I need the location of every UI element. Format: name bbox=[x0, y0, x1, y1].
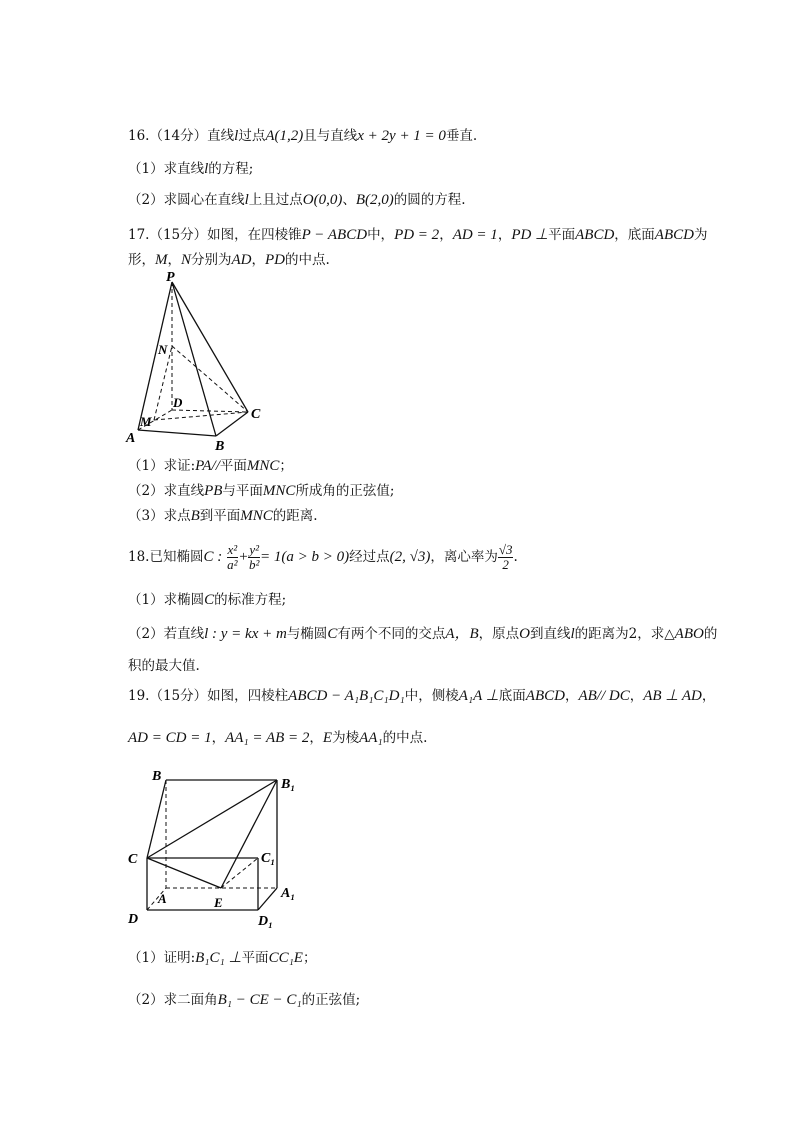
q16-part2: （2）求圆心在直线l上且过点O(0,0)、B(2,0)的圆的方程. bbox=[128, 192, 466, 208]
q16-part1: （1）求直线l的方程; bbox=[128, 161, 254, 177]
edge-bc bbox=[216, 412, 248, 436]
label-d: D bbox=[173, 395, 183, 410]
fraction-x2-a2: $\frac{\text{x²}}{\text{a²}}$ bbox=[227, 542, 238, 572]
edge-dc bbox=[172, 410, 248, 412]
segment-mn bbox=[154, 346, 172, 420]
q17-part3: （3）求点B到平面MNC的距离. bbox=[128, 508, 318, 524]
label-c: C bbox=[251, 407, 261, 422]
label-b1: B₁ bbox=[281, 777, 296, 792]
q16-stem: 16.（14分）直线l过点A(1,2)且与直线x + 2y + 1 = 0垂直. bbox=[128, 128, 478, 144]
q17-part2: （2）求直线PB与平面MNC所成角的正弦值; bbox=[128, 483, 395, 499]
label-d1: D₁ bbox=[258, 914, 273, 929]
label-d: D bbox=[128, 912, 139, 927]
label-a: A bbox=[158, 891, 167, 906]
q19-stem-line2: AD = CD = 1，AA₁ = AB = 2，E为棱AA₁的中点. bbox=[128, 730, 428, 746]
q17-stem-line2: 形，M，N分别为AD，PD的中点. bbox=[128, 252, 330, 268]
fraction-eccentricity: $\frac{√3}{2}$ bbox=[498, 542, 513, 572]
label-n: N bbox=[158, 342, 168, 357]
label-a: A bbox=[126, 431, 136, 446]
label-c: C bbox=[128, 852, 138, 867]
q19-part1: （1）证明:B₁C₁ ⊥平面CC₁E； bbox=[128, 950, 317, 966]
segment-mc bbox=[154, 412, 248, 420]
q19-part2: （2）求二面角B₁ − CE − C₁的正弦值; bbox=[128, 992, 361, 1008]
label-a1: A₁ bbox=[281, 886, 296, 901]
prism-figure bbox=[122, 763, 312, 933]
q18-stem: 18.已知椭圆C : $\frac{\text{x²}}{\text{a²}}$ + $\frac{\text{y²}}{\text{b²}}$ = 1(a > b > 0)经过点(2, √3)，离心率为 $\frac{√3}{2}$ . bbox=[128, 542, 518, 572]
pyramid-figure bbox=[120, 268, 270, 453]
label-e: E bbox=[214, 895, 223, 910]
q18-part2-line2: 积的最大值. bbox=[128, 658, 200, 674]
label-m: M bbox=[140, 414, 152, 429]
q18-part2-line1: （2）若直线l : y = kx + m与椭圆C有两个不同的交点A，B，原点O到直线l的距离为2，求△ABO的 bbox=[128, 626, 718, 642]
label-c1: C₁ bbox=[261, 851, 276, 866]
label-b: B bbox=[152, 769, 162, 784]
fraction-y2-b2: $\frac{\text{y²}}{\text{b²}}$ bbox=[248, 542, 260, 572]
q17-stem-line1: 17.（15分）如图，在四棱锥P − ABCD中，PD = 2，AD = 1，PD ⊥平面ABCD，底面ABCD为 bbox=[128, 227, 708, 243]
q19-stem-line1: 19.（15分）如图，四棱柱ABCD − A₁B₁C₁D₁中，侧棱A₁A ⊥底面ABCD，AB// DC，AB ⊥ AD， bbox=[128, 688, 716, 704]
segment-ce bbox=[147, 858, 221, 888]
q18-part1: （1）求椭圆C的标准方程; bbox=[128, 592, 287, 608]
edge-d1a1 bbox=[258, 888, 277, 910]
label-b: B bbox=[215, 439, 225, 453]
edge-bc bbox=[147, 780, 166, 858]
segment-ec1 bbox=[221, 858, 258, 888]
edge-ab bbox=[138, 430, 216, 436]
segment-nc bbox=[172, 346, 248, 412]
q17-part1: （1）求证:PA//平面MNC； bbox=[128, 458, 293, 474]
edge-pb bbox=[172, 282, 216, 436]
edge-pc bbox=[172, 282, 248, 412]
label-p: P bbox=[166, 270, 175, 285]
